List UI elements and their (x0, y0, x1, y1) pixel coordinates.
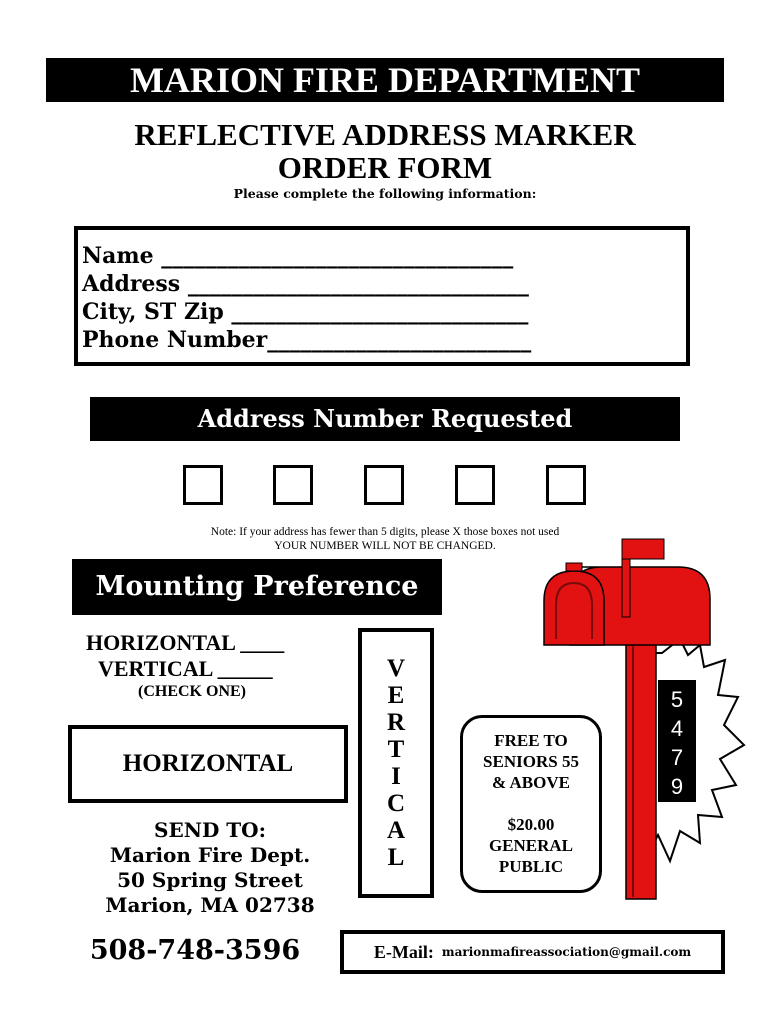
send-to-label: SEND TO: (154, 818, 266, 842)
phone-number-field[interactable]: Phone Number________________________ (82, 327, 532, 353)
digit-box-1[interactable] (183, 465, 223, 505)
vertical-letter: L (387, 844, 405, 871)
digit-box-2[interactable] (273, 465, 313, 505)
pricing-line: SENIORS 55 (483, 752, 579, 771)
send-to-city: Marion, MA 02738 (105, 893, 315, 917)
digit-box-5[interactable] (546, 465, 586, 505)
vertical-letter: C (386, 790, 406, 817)
mailbox-post (626, 643, 656, 899)
digit-box-4[interactable] (455, 465, 495, 505)
vertical-letter: R (386, 709, 406, 736)
horizontal-sample-box: HORIZONTAL (68, 725, 348, 803)
plate-digit: 9 (670, 774, 684, 799)
form-subtitle-line2: ORDER FORM (277, 150, 493, 185)
mailbox-flag (622, 539, 664, 559)
digit-note: Note: If your address has fewer than 5 digits, please X those boxes not used (210, 526, 560, 538)
city-state-zip-field[interactable]: City, ST Zip ___________________________ (82, 299, 529, 325)
horizontal-option[interactable]: HORIZONTAL ____ (86, 630, 285, 655)
pricing-line: FREE TO (494, 731, 568, 750)
pricing-line: & ABOVE (492, 773, 570, 792)
plate-digit: 4 (670, 716, 684, 741)
plate-digit: 5 (670, 687, 684, 712)
mailbox-icon (540, 535, 750, 905)
email-address[interactable]: marionmafireassociation@gmail.com (441, 945, 692, 959)
address-field[interactable]: Address _______________________________ (82, 271, 529, 297)
vertical-letter: I (391, 763, 401, 790)
page-title: MARION FIRE DEPARTMENT (46, 58, 724, 102)
name-field[interactable]: Name ________________________________ (82, 243, 514, 269)
pricing-line: GENERAL (488, 836, 574, 855)
vertical-letter: A (386, 817, 406, 844)
send-to-org: Marion Fire Dept. (109, 843, 311, 867)
vertical-letter: E (387, 682, 405, 709)
form-subtitle-line1: REFLECTIVE ADDRESS MARKER (134, 117, 636, 152)
vertical-letter: V (386, 655, 406, 682)
vertical-option[interactable]: VERTICAL _____ (98, 656, 273, 681)
plate-digit: 7 (670, 745, 684, 770)
address-number-heading: Address Number Requested (90, 397, 680, 441)
pricing-line: PUBLIC (498, 857, 564, 876)
mounting-preference-heading: Mounting Preference (72, 559, 442, 615)
vertical-letter: T (387, 736, 405, 763)
email-label: E-Mail: (373, 941, 434, 962)
phone-number: 508-748-3596 (89, 935, 301, 966)
price-value: $20.00 (507, 815, 555, 834)
digit-note-warning: YOUR NUMBER WILL NOT BE CHANGED. (274, 540, 496, 552)
send-to-street: 50 Spring Street (117, 868, 303, 892)
vertical-sample-box (358, 628, 434, 898)
email-box (340, 930, 725, 974)
check-one-label: (CHECK ONE) (138, 683, 246, 700)
digit-box-3[interactable] (364, 465, 404, 505)
instructions-text: Please complete the following information: (233, 186, 537, 201)
